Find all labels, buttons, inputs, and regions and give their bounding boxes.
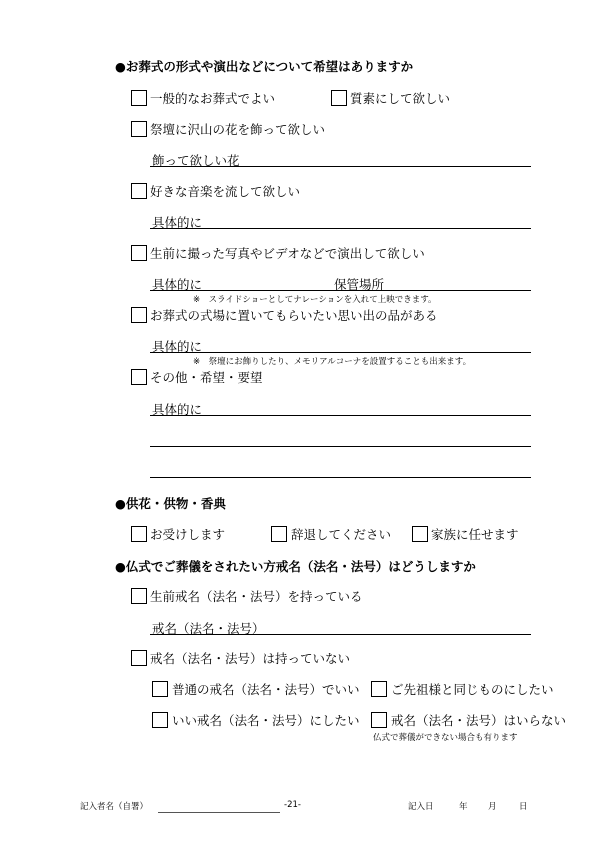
field-label-flowers: 飾って欲しい花 <box>152 153 240 168</box>
checkbox-photo-video[interactable] <box>131 245 147 261</box>
field-label-kaimyo: 戒名（法名・法号） <box>152 621 265 636</box>
option-label-accept-offerings: お受けします <box>150 527 226 542</box>
checkbox-ancestor-kaimyo[interactable] <box>371 681 387 697</box>
option-label-ancestor-kaimyo: ご先祖様と同じものにしたい <box>391 682 554 697</box>
checkbox-decline-offerings[interactable] <box>271 526 287 542</box>
option-label-no-kaimyo: 戒名（法名・法号）は持っていない <box>150 651 351 666</box>
checkbox-many-flowers[interactable] <box>131 121 147 137</box>
note-memorial-corner: ※ 祭壇にお飾りしたり、メモリアルコーナを設置することも出来ます。 <box>193 357 472 367</box>
option-label-no-kaimyo-needed: 戒名（法名・法号）はいらない <box>391 713 567 728</box>
option-label-simple-funeral: 質素にして欲しい <box>350 91 451 106</box>
music-input-line[interactable] <box>150 228 531 229</box>
kaimyo-input-line[interactable] <box>150 634 531 635</box>
footer-writer-label: 記入者名（自署） <box>80 802 149 812</box>
option-label-many-flowers: 祭壇に沢山の花を飾って欲しい <box>150 122 326 137</box>
other-input-line-1[interactable] <box>150 415 531 416</box>
footer-day: 日 <box>519 802 528 812</box>
option-label-general-funeral: 一般的なお葬式でよい <box>150 91 276 106</box>
checkbox-family-decides[interactable] <box>412 526 428 542</box>
option-label-memento: お葬式の式場に置いてもらいたい思い出の品がある <box>150 308 438 323</box>
footer-year: 年 <box>459 802 468 812</box>
field-label-photos: 具体的に <box>152 277 203 292</box>
checkbox-no-kaimyo[interactable] <box>131 650 147 666</box>
writer-signature-line[interactable] <box>158 812 280 813</box>
section-heading-style: ●お葬式の形式や演出などについて希望はありますか <box>115 59 414 74</box>
memento-input-line[interactable] <box>150 352 531 353</box>
other-input-line-3[interactable] <box>150 477 531 478</box>
checkbox-general-funeral[interactable] <box>131 90 147 106</box>
checkbox-other-requests[interactable] <box>131 369 147 385</box>
option-label-good-kaimyo: いい戒名（法名・法号）にしたい <box>172 713 360 728</box>
note-slideshow: ※ スライドショーとしてナレーションを入れて上映できます。 <box>193 295 437 305</box>
checkbox-normal-kaimyo[interactable] <box>152 681 168 697</box>
field-label-storage-location: 保管場所 <box>334 277 385 292</box>
checkbox-no-kaimyo-needed[interactable] <box>371 712 387 728</box>
option-label-decline-offerings: 辞退してください <box>291 527 392 542</box>
option-label-photo-video: 生前に撮った写真やビデオなどで演出して欲しい <box>150 246 425 261</box>
option-label-other-requests: その他・希望・要望 <box>150 370 263 385</box>
other-input-line-2[interactable] <box>150 446 531 447</box>
checkbox-have-kaimyo[interactable] <box>131 588 147 604</box>
checkbox-favorite-music[interactable] <box>131 183 147 199</box>
field-label-other: 具体的に <box>152 402 203 417</box>
note-buddhist-not-possible: 仏式で葬儀ができない場合も有ります <box>373 733 518 743</box>
checkbox-simple-funeral[interactable] <box>331 90 347 106</box>
checkbox-accept-offerings[interactable] <box>131 526 147 542</box>
photos-input-line[interactable] <box>150 290 531 291</box>
checkbox-good-kaimyo[interactable] <box>152 712 168 728</box>
checkbox-memento[interactable] <box>131 307 147 323</box>
field-label-music: 具体的に <box>152 215 203 230</box>
option-label-favorite-music: 好きな音楽を流して欲しい <box>150 184 301 199</box>
page-number: -21- <box>284 800 301 810</box>
footer-date-label: 記入日 <box>408 802 434 812</box>
option-label-have-kaimyo: 生前戒名（法名・法号）を持っている <box>150 589 363 604</box>
section-heading-offerings: ●供花・供物・香典 <box>115 496 226 511</box>
field-label-memento: 具体的に <box>152 339 203 354</box>
option-label-family-decides: 家族に任せます <box>431 527 519 542</box>
option-label-normal-kaimyo: 普通の戒名（法名・法号）でいい <box>172 682 360 697</box>
section-heading-kaimyo: ●仏式でご葬儀をされたい方戒名（法名・法号）はどうしますか <box>115 559 476 574</box>
footer-month: 月 <box>488 802 497 812</box>
flowers-input-line[interactable] <box>150 166 531 167</box>
